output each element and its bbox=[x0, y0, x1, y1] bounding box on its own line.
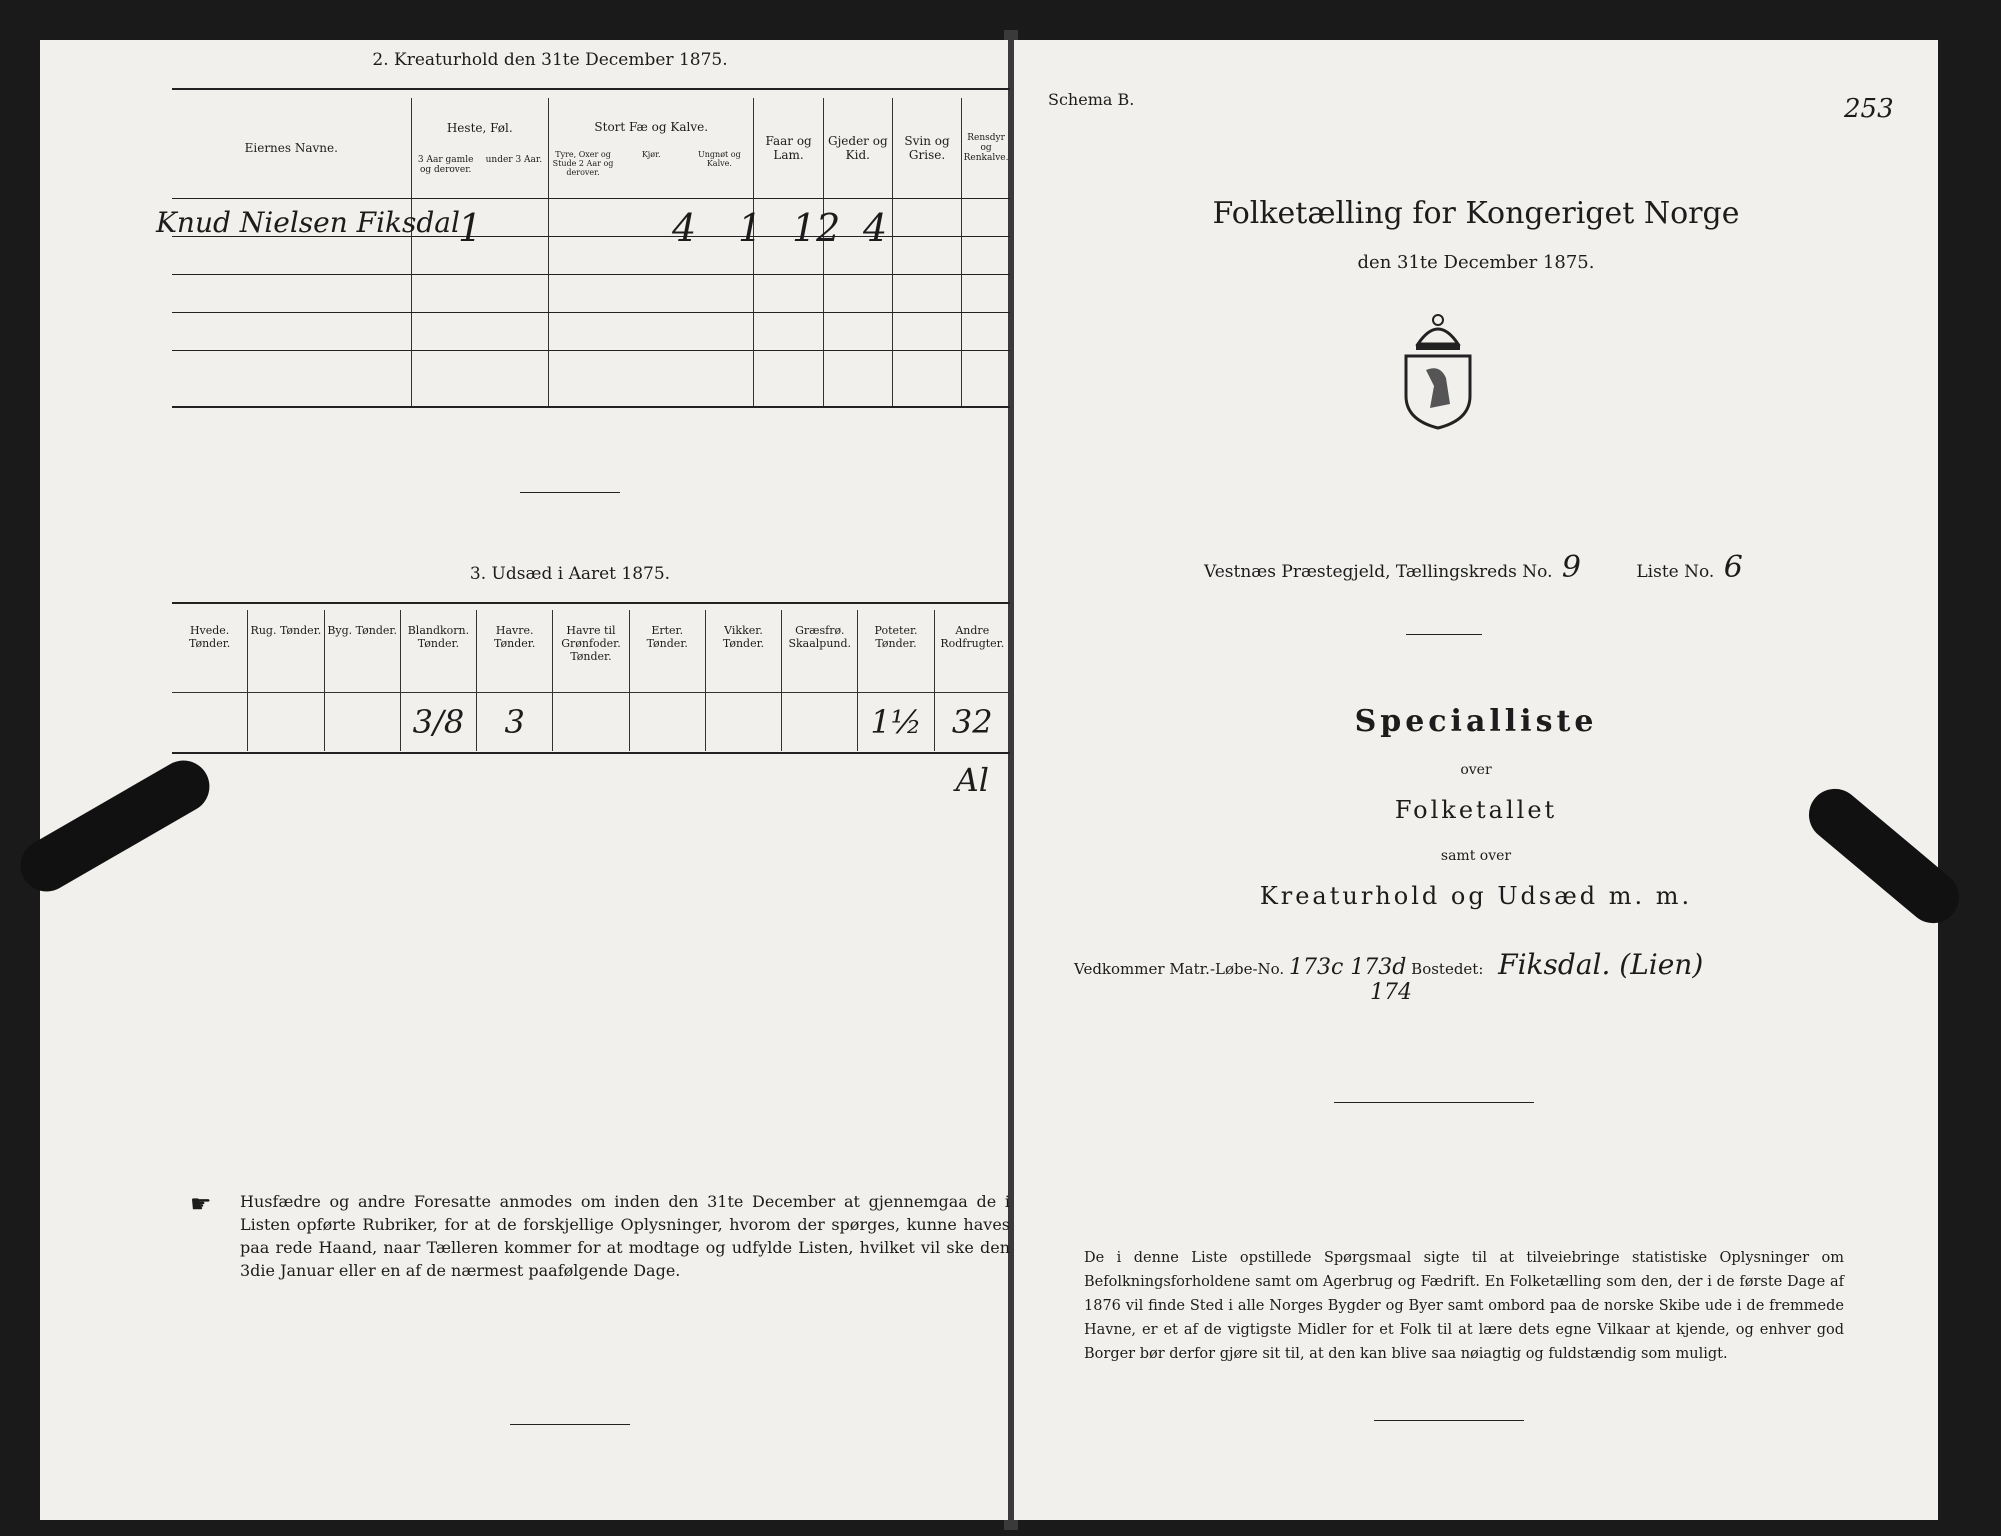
seed-value bbox=[629, 693, 705, 751]
seed-value: 1½ bbox=[857, 693, 933, 751]
goats-count: 4 bbox=[863, 206, 888, 250]
notice-text: Husfædre og andre Foresatte anmodes om inden den 31te December at gjennemgaa de i Listen opførte Rubriker, for at de forskjellige Oplysninger, hvorom der spørges, kunne haves paa rede Haand, naar Tælleren kommer for at modtage og udfylde Listen, hvilket vil ske den 3die Januar eller en af de nærmest paafølgende Dage. bbox=[240, 1192, 1010, 1280]
seed-value bbox=[781, 693, 857, 751]
matr-value-2: 174 bbox=[1370, 980, 1412, 1005]
header-horses: Heste, Føl. bbox=[446, 121, 513, 135]
matr-line bbox=[1074, 948, 1914, 981]
header-horses-young: under 3 Aar. bbox=[485, 155, 543, 165]
coat-of-arms-icon bbox=[1396, 312, 1480, 432]
seed-value bbox=[247, 693, 323, 751]
footer-text: De i denne Liste opstillede Spørgsmaal sigte til at tilveiebringe statistiske Oplysninger om Befolkningsforholdene samt om Agerbrug og Fædrift. En Folketælling som den, der i de første Dage af 1876 vil finde Sted i alle Norges Bygder og Byer samt ombord paa de norske Skibe ude i de fremmede Havne, er et af de vigtigste Midler for et Folk til at lære dets egne Vilkaar at kjende, og enhver god Borger bør derfor gjøre sit til, at den kan blive saa nøiagtig og fuldstændig som muligt. bbox=[1084, 1250, 1844, 1362]
seed-value bbox=[705, 693, 781, 751]
header-horses-old: 3 Aar gamle og derover. bbox=[417, 155, 474, 175]
pointing-hand-icon: ☛ bbox=[190, 1190, 212, 1218]
page-weight-left bbox=[11, 751, 219, 901]
header-owner: Eiernes Navne. bbox=[244, 141, 338, 155]
kreaturhold-text: Kreaturhold og Udsæd m. m. bbox=[1259, 882, 1693, 910]
schema-label: Schema B. bbox=[1048, 90, 1135, 109]
seed-header: Vikker. Tønder. bbox=[705, 610, 781, 692]
bosted-label: Bostedet: bbox=[1411, 960, 1484, 978]
horses-count: 1 bbox=[458, 206, 483, 250]
header-reindeer: Rensdyr og Renkalve. bbox=[962, 98, 1010, 198]
seed-header: Erter. Tønder. bbox=[629, 610, 705, 692]
seed-header: Græsfrø. Skaalpund. bbox=[781, 610, 857, 692]
right-page bbox=[1014, 40, 1938, 1520]
page-number: 253 bbox=[1844, 94, 1894, 124]
list-label: Liste No. bbox=[1636, 562, 1715, 582]
owner-name: Knud Nielsen Fiksdal bbox=[156, 206, 460, 239]
folketallet-text: Folketallet bbox=[1394, 796, 1558, 824]
seed-value bbox=[172, 693, 247, 751]
sheep-count: 12 bbox=[792, 206, 841, 250]
seed-table bbox=[172, 610, 1010, 799]
header-cattle: Stort Fæ og Kalve. bbox=[594, 119, 709, 134]
seed-header: Hvede. Tønder. bbox=[188, 624, 231, 650]
section3-title: 3. Udsæd i Aaret 1875. bbox=[469, 564, 671, 584]
samt-over-text: samt over bbox=[1440, 848, 1512, 864]
seed-value bbox=[324, 693, 400, 751]
seed-header: Rug. Tønder. bbox=[247, 610, 323, 692]
header-pigs: Svin og Grise. bbox=[892, 98, 961, 198]
seed-header: Havre til Grønfoder. Tønder. bbox=[552, 610, 628, 692]
seed-header: Blandkorn. Tønder. bbox=[400, 610, 476, 692]
over-text: over bbox=[1460, 762, 1492, 778]
header-goats: Gjeder og Kid. bbox=[823, 98, 892, 198]
seed-header: Havre. Tønder. bbox=[476, 610, 552, 692]
seed-value bbox=[552, 693, 628, 751]
seed-header: Poteter. Tønder. bbox=[857, 610, 933, 692]
young-cattle-count: 1 bbox=[738, 206, 763, 250]
parish-label: Vestnæs Præstegjeld, Tællingskreds No. bbox=[1204, 562, 1553, 582]
list-no: 6 bbox=[1723, 550, 1743, 585]
parish-line bbox=[1204, 550, 1804, 585]
seed-header: Andre Rodfrugter. bbox=[934, 610, 1010, 692]
census-date: den 31te December 1875. bbox=[1357, 252, 1595, 273]
livestock-table bbox=[172, 98, 1010, 406]
seed-value: 32 Al bbox=[934, 693, 1010, 751]
header-sheep: Faar og Lam. bbox=[754, 98, 823, 198]
header-cows: Kjør. bbox=[641, 149, 661, 159]
rule bbox=[172, 88, 1010, 90]
cows-count: 4 bbox=[672, 206, 697, 250]
special-title: Specialliste bbox=[1354, 704, 1598, 739]
seed-value: 3/8 bbox=[400, 693, 476, 751]
header-young-cattle: Ungnøt og Kalve. bbox=[698, 149, 741, 168]
district-no: 9 bbox=[1561, 550, 1581, 585]
header-oxen: Tyre, Oxer og Stude 2 Aar og derover. bbox=[552, 149, 614, 177]
census-title: Folketælling for Kongeriget Norge bbox=[1212, 196, 1740, 231]
bosted-value: Fiksdal. (Lien) bbox=[1498, 948, 1704, 981]
seed-value: 3 bbox=[476, 693, 552, 751]
matr-label: Vedkommer Matr.-Løbe-No. bbox=[1074, 960, 1285, 978]
matr-value: 173c 173d bbox=[1289, 955, 1407, 980]
section2-title: 2. Kreaturhold den 31te December 1875. bbox=[372, 50, 728, 70]
left-page bbox=[40, 40, 1008, 1520]
seed-header: Byg. Tønder. bbox=[324, 610, 400, 692]
